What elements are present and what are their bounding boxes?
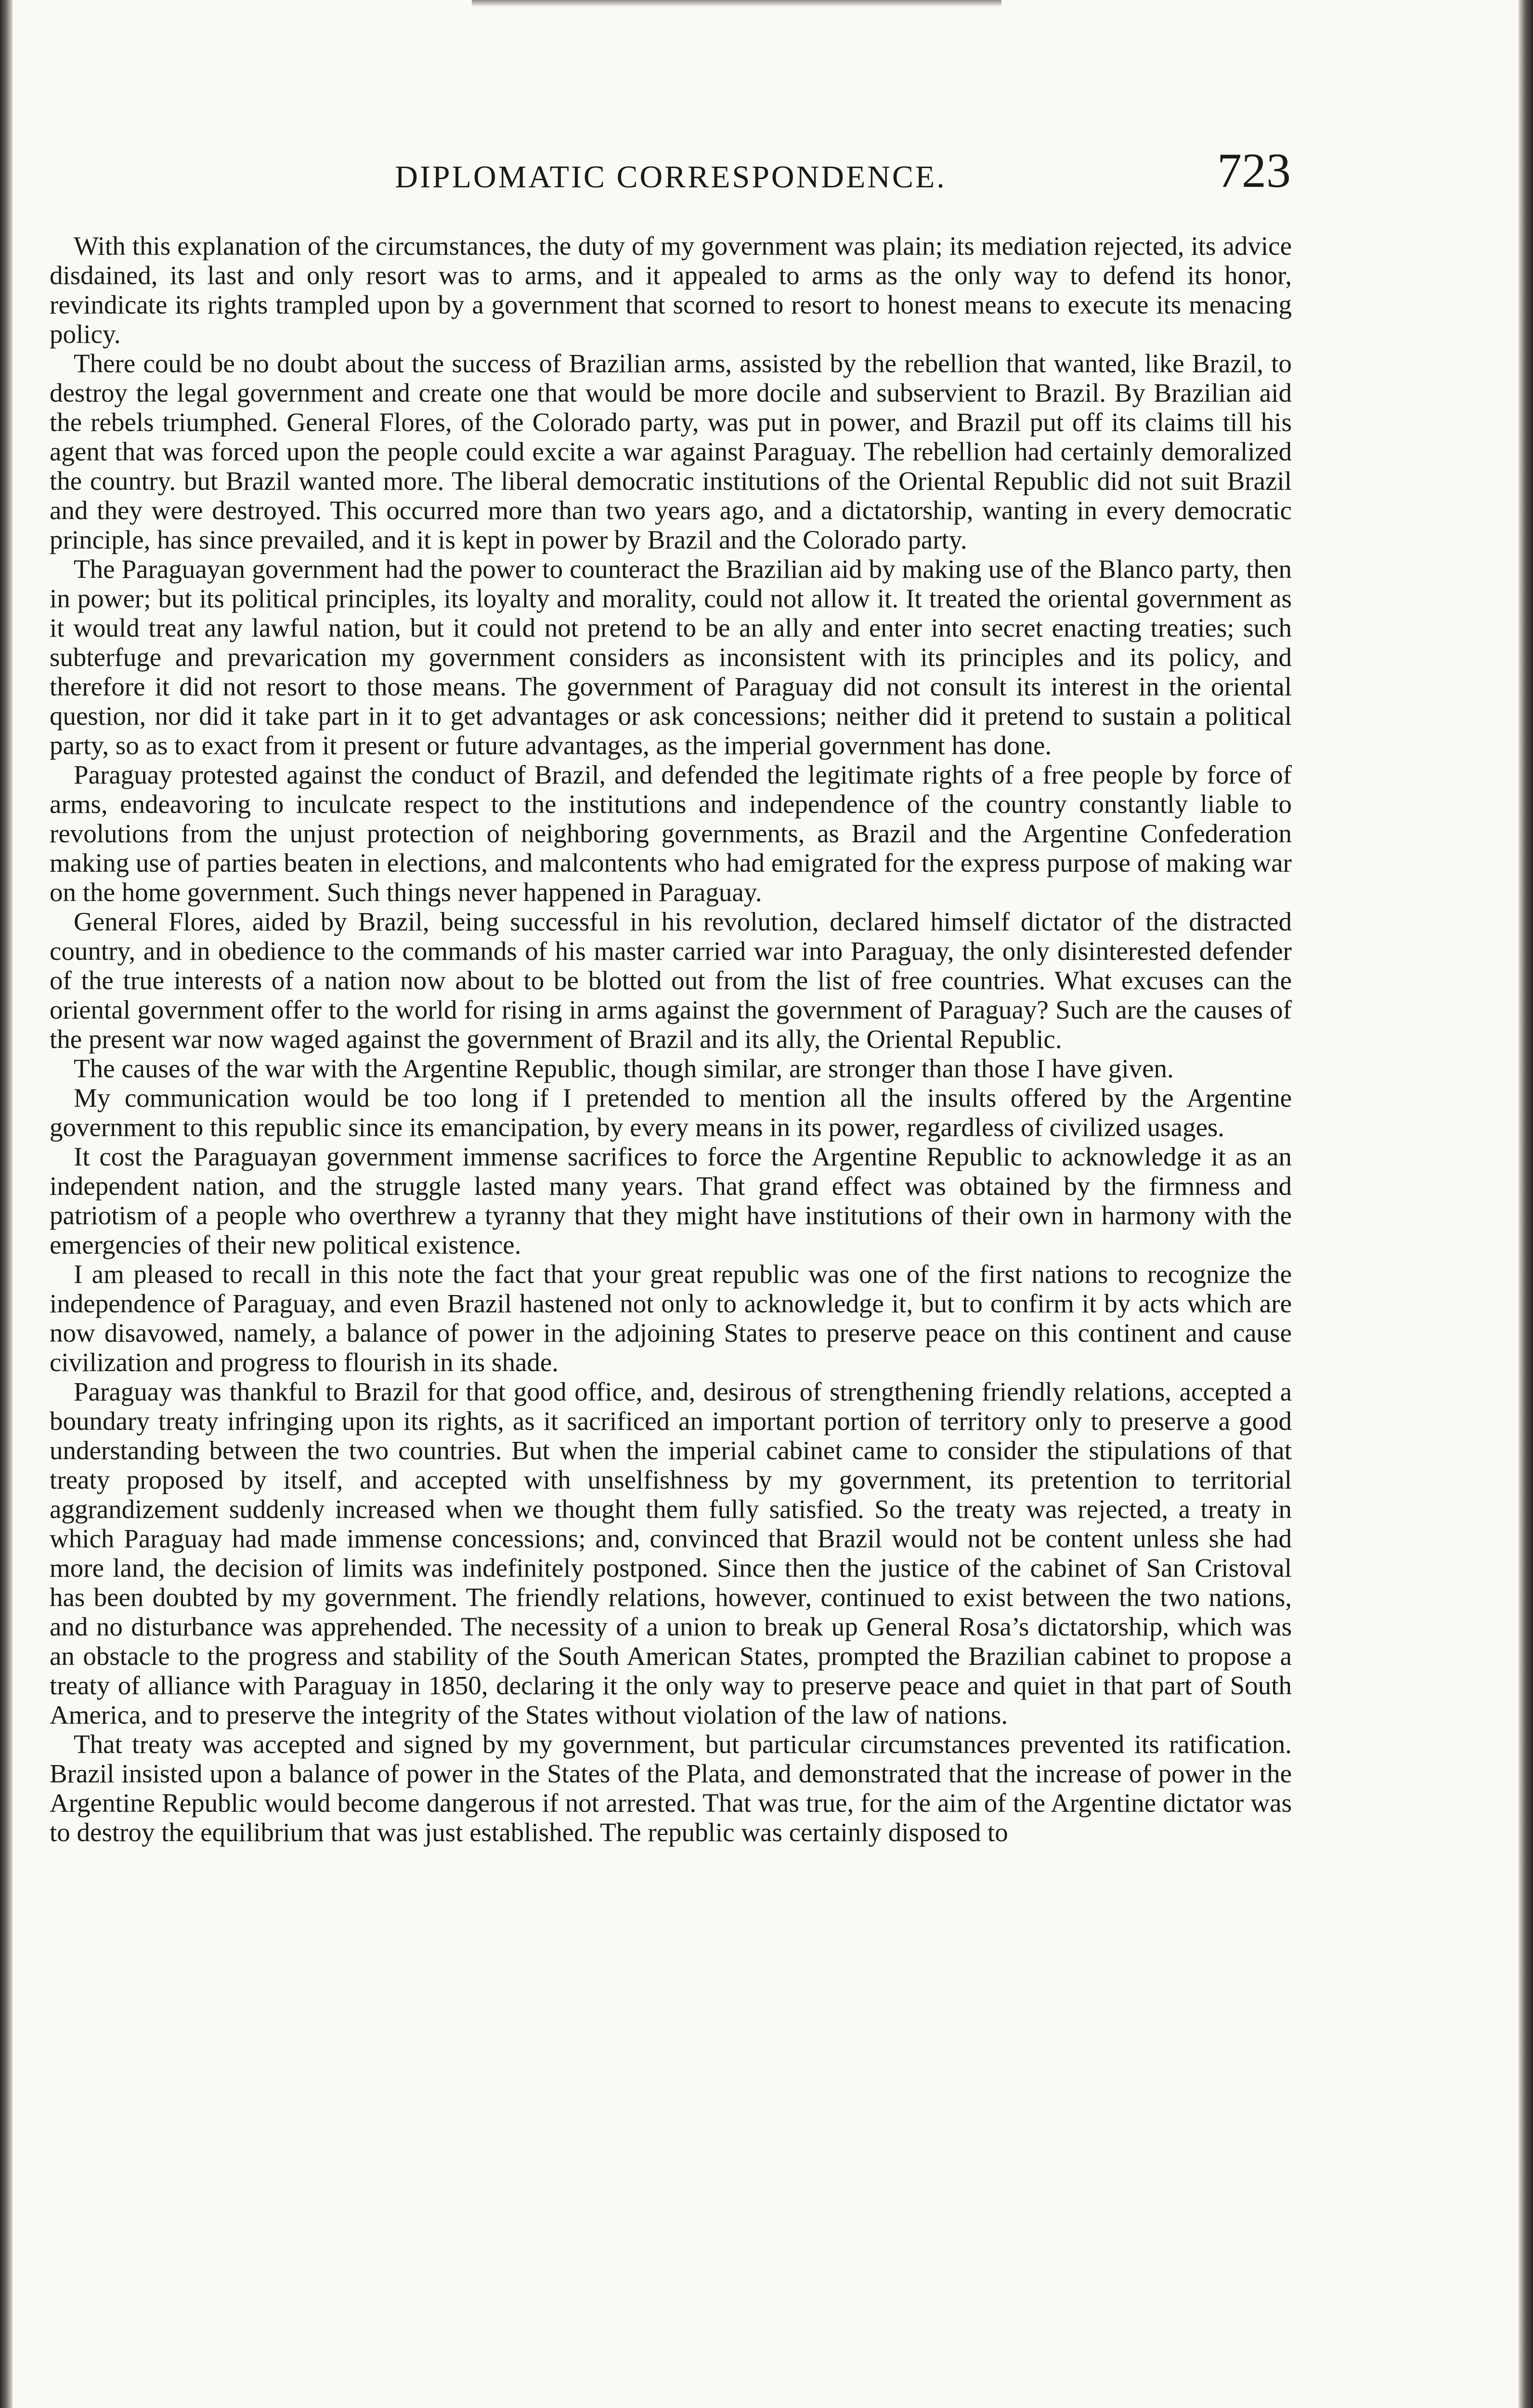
page-edge-top [472, 0, 1001, 7]
paragraph: With this explanation of the circumstances, the duty of my government was plain; its mediation rejected, its advice disdained, its last and only resort was to arms, and it appealed to arms as the only way to defend its honor, revindicate its rights trampled upon by a government that scorned to resort to honest means to execute its menacing policy. [50, 231, 1292, 349]
paragraph: I am pleased to recall in this note the fact that your great republic was one of the first nations to recognize the independence of Paraguay, and even Brazil hastened not only to acknowledge it, but to confirm it by acts which are now disavowed, namely, a balance of power in the adjoining States to preserve peace on this continent and cause civilization and progress to flourish in its shade. [50, 1259, 1292, 1377]
paragraph: General Flores, aided by Brazil, being successful in his revolution, declared himself dictator of the distracted country, and in obedience to the commands of his master carried war into Paraguay, the only disinterested defender of the true interests of a nation now about to be blotted out from the list of free countries. What excuses can the oriental government offer to the world for rising in arms against the government of Paraguay? Such are the causes of the present war now waged against the government of Brazil and its ally, the Oriental Republic. [50, 907, 1292, 1054]
page-edge-left [0, 0, 13, 2408]
paragraph: The Paraguayan government had the power to counteract the Brazilian aid by making use of the Blanco party, then in power; but its political principles, its loyalty and morality, could not allow it. It treated the oriental government as it would treat any lawful nation, but it could not pretend to be an ally and enter into secret enacting treaties; such subterfuge and prevarication my government considers as inconsistent with its principles and its policy, and therefore it did not resort to those means. The government of Paraguay did not consult its interest in the oriental question, nor did it take part in it to get advantages or ask concessions; neither did it pretend to sustain a political party, so as to exact from it present or future advantages, as the imperial government has done. [50, 554, 1292, 760]
body-text [50, 231, 1292, 1847]
document-page [50, 140, 1292, 1847]
paragraph: The causes of the war with the Argentine Republic, though similar, are stronger than those I have given. [74, 1054, 1174, 1083]
paragraph: There could be no doubt about the success of Brazilian arms, assisted by the rebellion that wanted, like Brazil, to destroy the legal government and create one that would be more docile and subservient to Brazil. By Brazilian aid the rebels triumphed. General Flores, of the Colorado party, was put in power, and Brazil put off its claims till his agent that was forced upon the people could excite a war against Paraguay. The rebellion had certainly demoralized the country. but Brazil wanted more. The liberal democratic institutions of the Oriental Republic did not suit Brazil and they were destroyed. This occurred more than two years ago, and a dictatorship, wanting in every democratic principle, has since prevailed, and it is kept in power by Brazil and the Colorado party. [50, 349, 1292, 554]
paragraph: Paraguay protested against the conduct of Brazil, and defended the legitimate rights of a free people by force of arms, endeavoring to inculcate respect to the institutions and independence of the country constantly liable to revolutions from the unjust protection of neighboring governments, as Brazil and the Argentine Confederation making use of parties beaten in elections, and malcontents who had emigrated for the express purpose of making war on the home government. Such things never happened in Paraguay. [50, 760, 1292, 907]
paragraph: It cost the Paraguayan government immense sacrifices to force the Argentine Republic to acknowledge it as an independent nation, and the struggle lasted many years. That grand effect was obtained by the firmness and patriotism of a people who overthrew a tyranny that they might have institutions of their own in harmony with the emergencies of their new political existence. [50, 1142, 1292, 1259]
page-number: 723 [1217, 144, 1291, 198]
page-edge-right [1519, 0, 1533, 2408]
running-title: DIPLOMATIC CORRESPONDENCE. [395, 159, 947, 195]
paragraph: My communication would be too long if I pretended to mention all the insults offered by the Argentine government to this republic since its emancipation, by every means in its power, regardless of civilized usages. [50, 1083, 1292, 1142]
paragraph: That treaty was accepted and signed by my government, but particular circumstances prevented its ratification. Brazil insisted upon a balance of power in the States of the Plata, and demonstrated that the increase of power in the Argentine Republic would become dangerous if not arrested. That was true, for the aim of the Argentine dictator was to destroy the equilibrium that was just established. The republic was certainly disposed to [50, 1729, 1292, 1847]
running-head [50, 140, 1292, 212]
paragraph: Paraguay was thankful to Brazil for that good office, and, desirous of strengthening friendly relations, accepted a boundary treaty infringing upon its rights, as it sacrificed an important portion of territory only to preserve a good understanding between the two countries. But when the imperial cabinet came to consider the stipulations of that treaty proposed by itself, and accepted with unselfishness by my government, its pretention to territorial aggrandizement suddenly increased when we thought them fully satisfied. So the treaty was rejected, a treaty in which Paraguay had made immense concessions; and, convinced that Brazil would not be content unless she had more land, the decision of limits was indefinitely postponed. Since then the justice of the cabinet of San Cristoval has been doubted by my government. The friendly relations, however, continued to exist between the two nations, and no disturbance was apprehended. The necessity of a union to break up General Rosa’s dictatorship, which was an obstacle to the progress and stability of the South American States, prompted the Brazilian cabinet to propose a treaty of alliance with Paraguay in 1850, declaring it the only way to preserve peace and quiet in that part of South America, and to preserve the integrity of the States without violation of the law of nations. [50, 1377, 1292, 1729]
